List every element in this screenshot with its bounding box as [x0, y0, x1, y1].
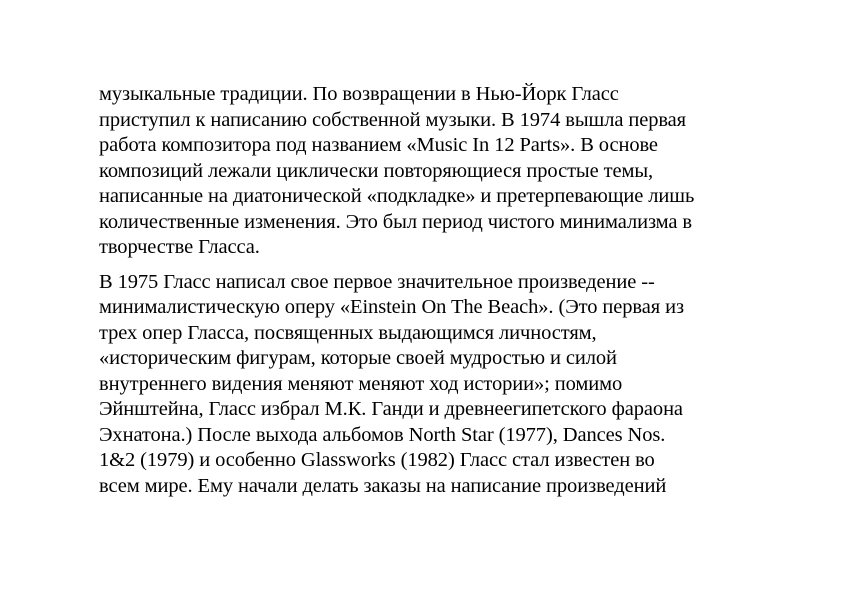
text-line: композиций лежали циклически повторяющиеся простые темы,	[99, 159, 654, 182]
text-line: 1&2 (1979) и особенно Glassworks (1982) Гласс стал известен во	[99, 449, 655, 471]
text-line: приступил к написанию собственной музыки. В 1974 вышла первая	[99, 108, 687, 131]
text-line: Эхнатона.) После выхода альбомов North Star (1977), Dances Nos.	[99, 423, 666, 446]
text-line: В 1975 Гласс написал свое первое значительное произведение --	[99, 270, 655, 293]
text-line: внутреннего видения меняют меняют ход истории»; помимо	[99, 372, 623, 395]
text-line: работа композитора под названием «Music In 12 Parts». В основе	[99, 134, 658, 156]
body-text	[99, 82, 759, 499]
text-line: написанные на диатонической «подкладке» и претерпевающие лишь	[99, 185, 695, 207]
text-line: всем мире. Ему начали делать заказы на написание произведений	[99, 474, 667, 497]
text-line: «историческим фигурам, которые своей мудростью и силой	[99, 347, 617, 369]
text-line: количественные изменения. Это был период чистого минимализма в	[99, 210, 693, 233]
text-line: трех опер Гласса, посвященных выдающимся личностям,	[99, 321, 597, 344]
text-line: творчестве Гласса.	[99, 236, 260, 258]
paragraph-2	[99, 270, 759, 500]
text-line: Эйнштейна, Гласс избрал М.К. Ганди и древнеегипетского фараона	[99, 398, 683, 420]
paragraph-1	[99, 82, 759, 261]
text-line: минималистическую оперу «Einstein On The Beach». (Это первая из	[99, 296, 684, 318]
text-line: музыкальные традиции. По возвращении в Нью-Йорк Гласс	[99, 83, 619, 105]
